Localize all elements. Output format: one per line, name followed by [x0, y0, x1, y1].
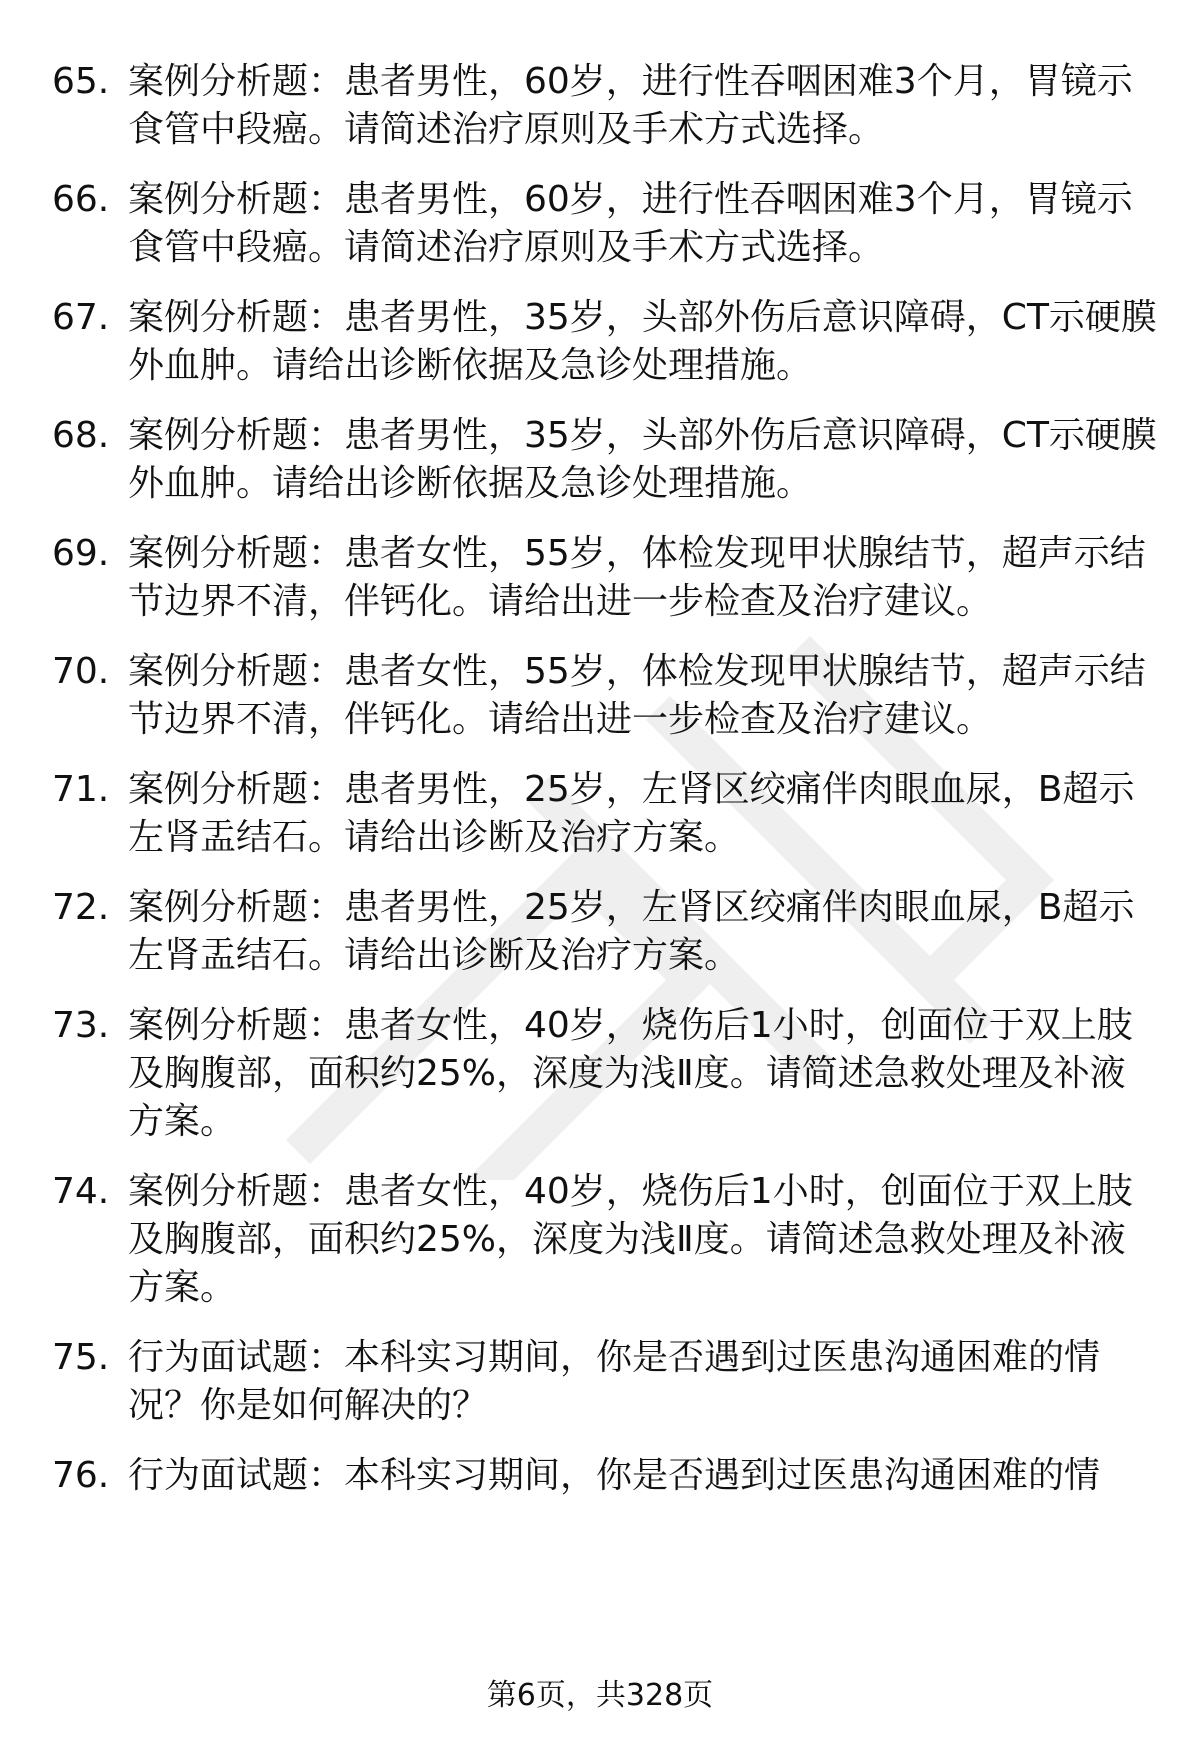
question-number: 70. [52, 651, 110, 692]
question-number: 68. [52, 415, 110, 456]
question-item [0, 766, 1200, 862]
question-text: 案例分析题：患者男性，35岁，头部外伤后意识障碍，CT示硬膜 外血肿。请给出诊断依据及急诊处理措施。 [128, 297, 1157, 386]
question-number: 74. [52, 1171, 110, 1212]
question-number: 72. [52, 887, 110, 928]
question-item [0, 1452, 1200, 1500]
question-item [0, 1168, 1200, 1312]
question-number: 67. [52, 297, 110, 338]
question-item [0, 648, 1200, 744]
question-text: 案例分析题：患者男性，25岁，左肾区绞痛伴肉眼血尿，B超示 左肾盂结石。请给出诊断及治疗方案。 [128, 887, 1135, 976]
question-number: 65. [52, 61, 110, 102]
question-item [0, 294, 1200, 390]
question-text: 行为面试题：本科实习期间，你是否遇到过医患沟通困难的情 况？你是如何解决的？ [128, 1337, 1101, 1426]
question-text: 行为面试题：本科实习期间，你是否遇到过医患沟通困难的情 [128, 1455, 1101, 1496]
question-text: 案例分析题：患者女性，55岁，体检发现甲状腺结节，超声示结 节边界不清，伴钙化。请给出进一步检查及治疗建议。 [128, 651, 1146, 740]
question-text: 案例分析题：患者男性，60岁，进行性吞咽困难3个月，胃镜示 食管中段癌。请简述治疗原则及手术方式选择。 [128, 61, 1133, 150]
question-text: 案例分析题：患者男性，25岁，左肾区绞痛伴肉眼血尿，B超示 左肾盂结石。请给出诊断及治疗方案。 [128, 769, 1135, 858]
question-text: 案例分析题：患者男性，60岁，进行性吞咽困难3个月，胃镜示 食管中段癌。请简述治疗原则及手术方式选择。 [128, 179, 1133, 268]
question-item [0, 884, 1200, 980]
question-item [0, 1334, 1200, 1430]
question-text: 案例分析题：患者女性，55岁，体检发现甲状腺结节，超声示结 节边界不清，伴钙化。请给出进一步检查及治疗建议。 [128, 533, 1146, 622]
question-item [0, 1002, 1200, 1146]
question-item [0, 176, 1200, 272]
question-number: 76. [52, 1455, 110, 1496]
question-number: 71. [52, 769, 110, 810]
question-number: 66. [52, 179, 110, 220]
question-item [0, 412, 1200, 508]
question-item [0, 58, 1200, 154]
question-number: 75. [52, 1337, 110, 1378]
question-number: 69. [52, 533, 110, 574]
question-item [0, 530, 1200, 626]
question-text: 案例分析题：患者女性，40岁，烧伤后1小时，创面位于双上肢 及胸腹部，面积约25%，深度为浅Ⅱ度。请简述急救处理及补液 方案。 [128, 1171, 1133, 1308]
question-text: 案例分析题：患者女性，40岁，烧伤后1小时，创面位于双上肢 及胸腹部，面积约25%，深度为浅Ⅱ度。请简述急救处理及补液 方案。 [128, 1005, 1133, 1142]
page-footer: 第6页，共328页 [486, 1678, 714, 1713]
question-text: 案例分析题：患者男性，35岁，头部外伤后意识障碍，CT示硬膜 外血肿。请给出诊断依据及急诊处理措施。 [128, 415, 1157, 504]
question-number: 73. [52, 1005, 110, 1046]
question-list [0, 58, 1200, 1522]
